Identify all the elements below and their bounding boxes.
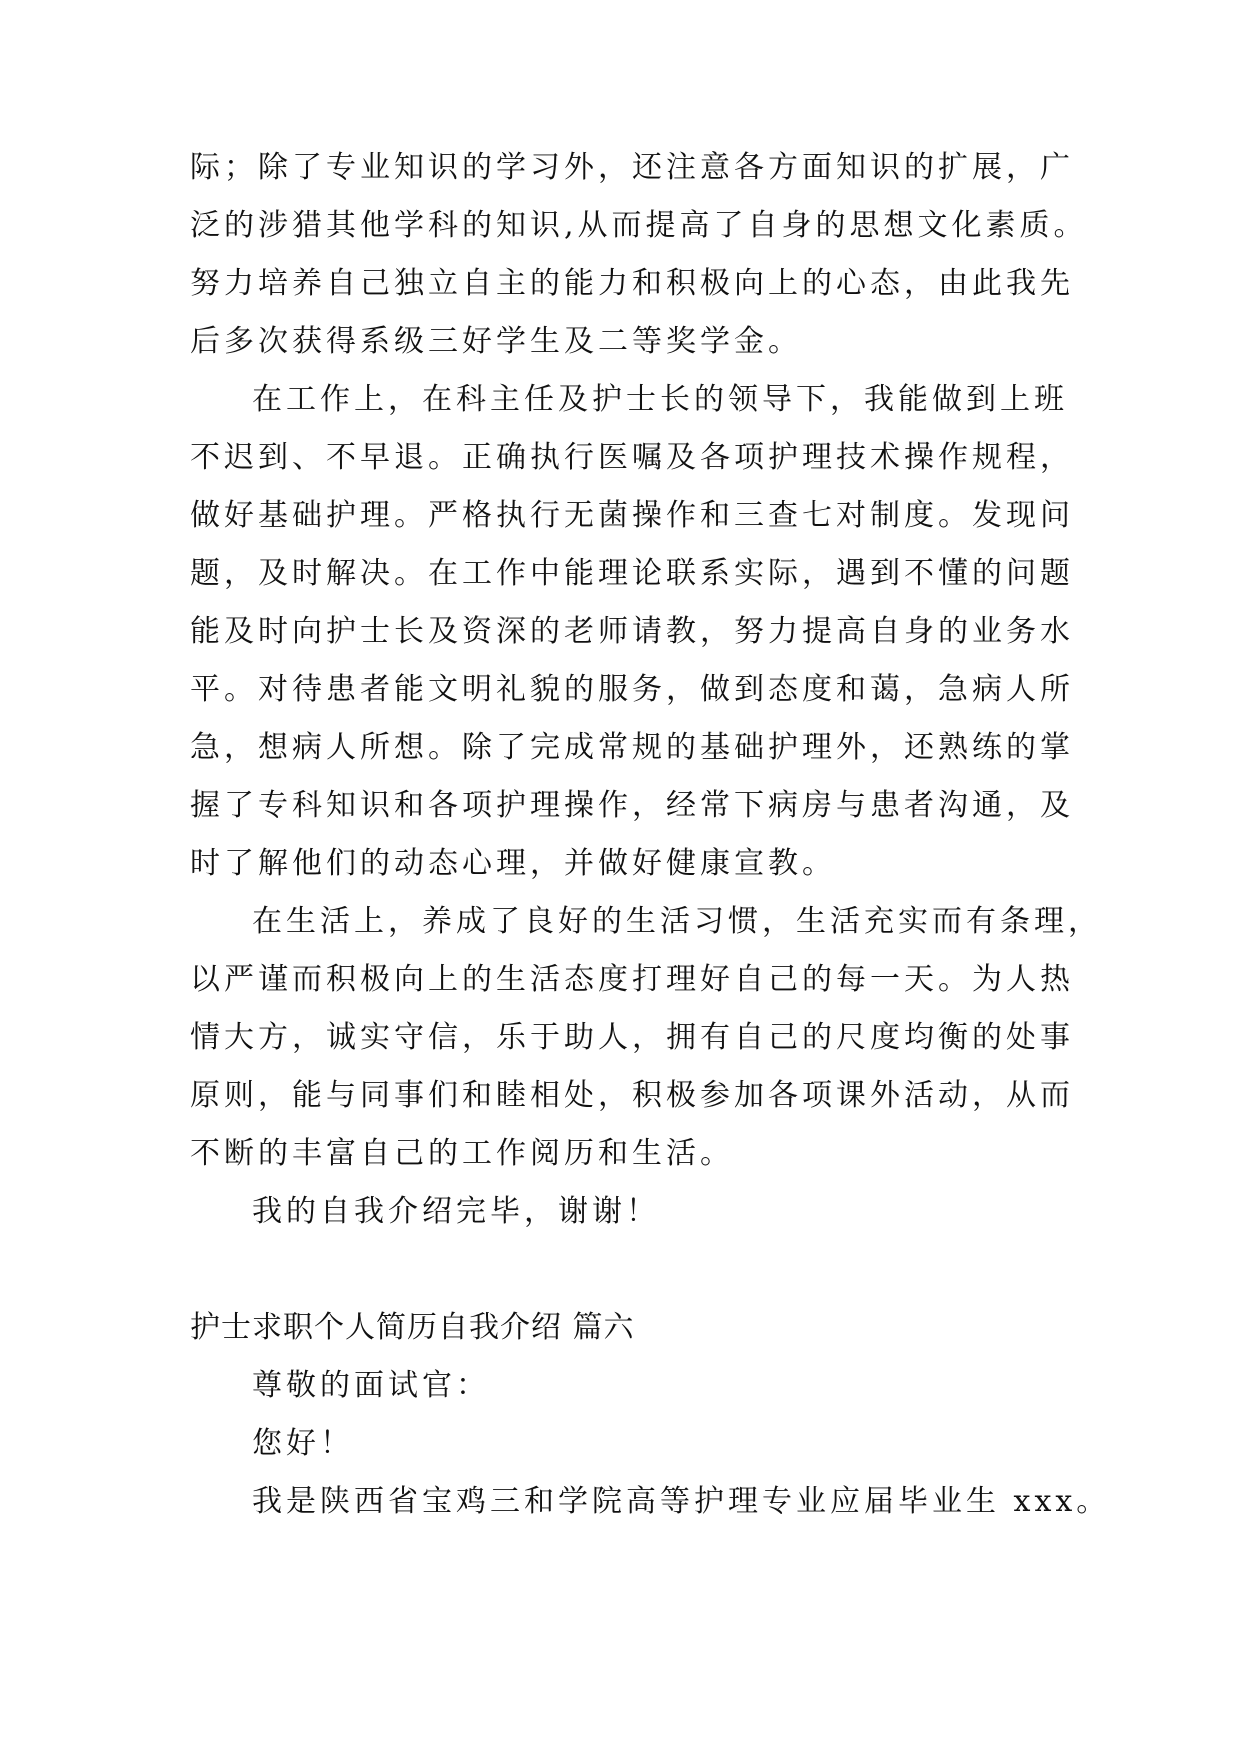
paragraph-line: 努力培养自己独立自主的能力和积极向上的心态，由此我先 [190, 266, 1074, 301]
paragraph-line: 急，想病人所想。除了完成常规的基础护理外，还熟练的掌 [190, 730, 1074, 765]
paragraph-line: 原则，能与同事们和睦相处，积极参加各项课外活动，从而 [190, 1078, 1074, 1113]
paragraph-line: 平。对待患者能文明礼貌的服务，做到态度和蔼，急病人所 [190, 672, 1074, 707]
paragraph-line: 我的自我介绍完毕，谢谢！ [252, 1194, 660, 1229]
section-heading: 护士求职个人简历自我介绍 篇六 [190, 1310, 635, 1345]
paragraph-line: 情大方，诚实守信，乐于助人，拥有自己的尺度均衡的处事 [190, 1020, 1074, 1055]
paragraph-line: 时了解他们的动态心理，并做好健康宣教。 [190, 846, 836, 881]
paragraph-line: 后多次获得系级三好学生及二等奖学金。 [190, 324, 802, 359]
paragraph-line: 在生活上，养成了良好的生活习惯，生活充实而有条理， [252, 904, 1102, 939]
paragraph-line: 我是陕西省宝鸡三和学院高等护理专业应届毕业生 xxx。 [252, 1484, 1111, 1519]
salutation-line: 尊敬的面试官： [252, 1368, 490, 1403]
paragraph-line: 以严谨而积极向上的生活态度打理好自己的每一天。为人热 [190, 962, 1074, 997]
paragraph-line: 做好基础护理。严格执行无菌操作和三查七对制度。发现问 [190, 498, 1074, 533]
paragraph-line: 在工作上，在科主任及护士长的领导下，我能做到上班 [252, 382, 1068, 417]
paragraph-line: 际；除了专业知识的学习外，还注意各方面知识的扩展，广 [190, 150, 1074, 185]
paragraph-line: 泛的涉猎其他学科的知识,从而提高了自身的思想文化素质。 [190, 208, 1088, 243]
paragraph-line: 题，及时解决。在工作中能理论联系实际，遇到不懂的问题 [190, 556, 1074, 591]
paragraph-line: 握了专科知识和各项护理操作，经常下病房与患者沟通，及 [190, 788, 1074, 823]
paragraph-line: 不断的丰富自己的工作阅历和生活。 [190, 1136, 734, 1171]
paragraph-line: 能及时向护士长及资深的老师请教，努力提高自身的业务水 [190, 614, 1074, 649]
greeting-line: 您好！ [252, 1426, 354, 1461]
paragraph-line: 不迟到、不早退。正确执行医嘱及各项护理技术操作规程， [190, 440, 1074, 475]
